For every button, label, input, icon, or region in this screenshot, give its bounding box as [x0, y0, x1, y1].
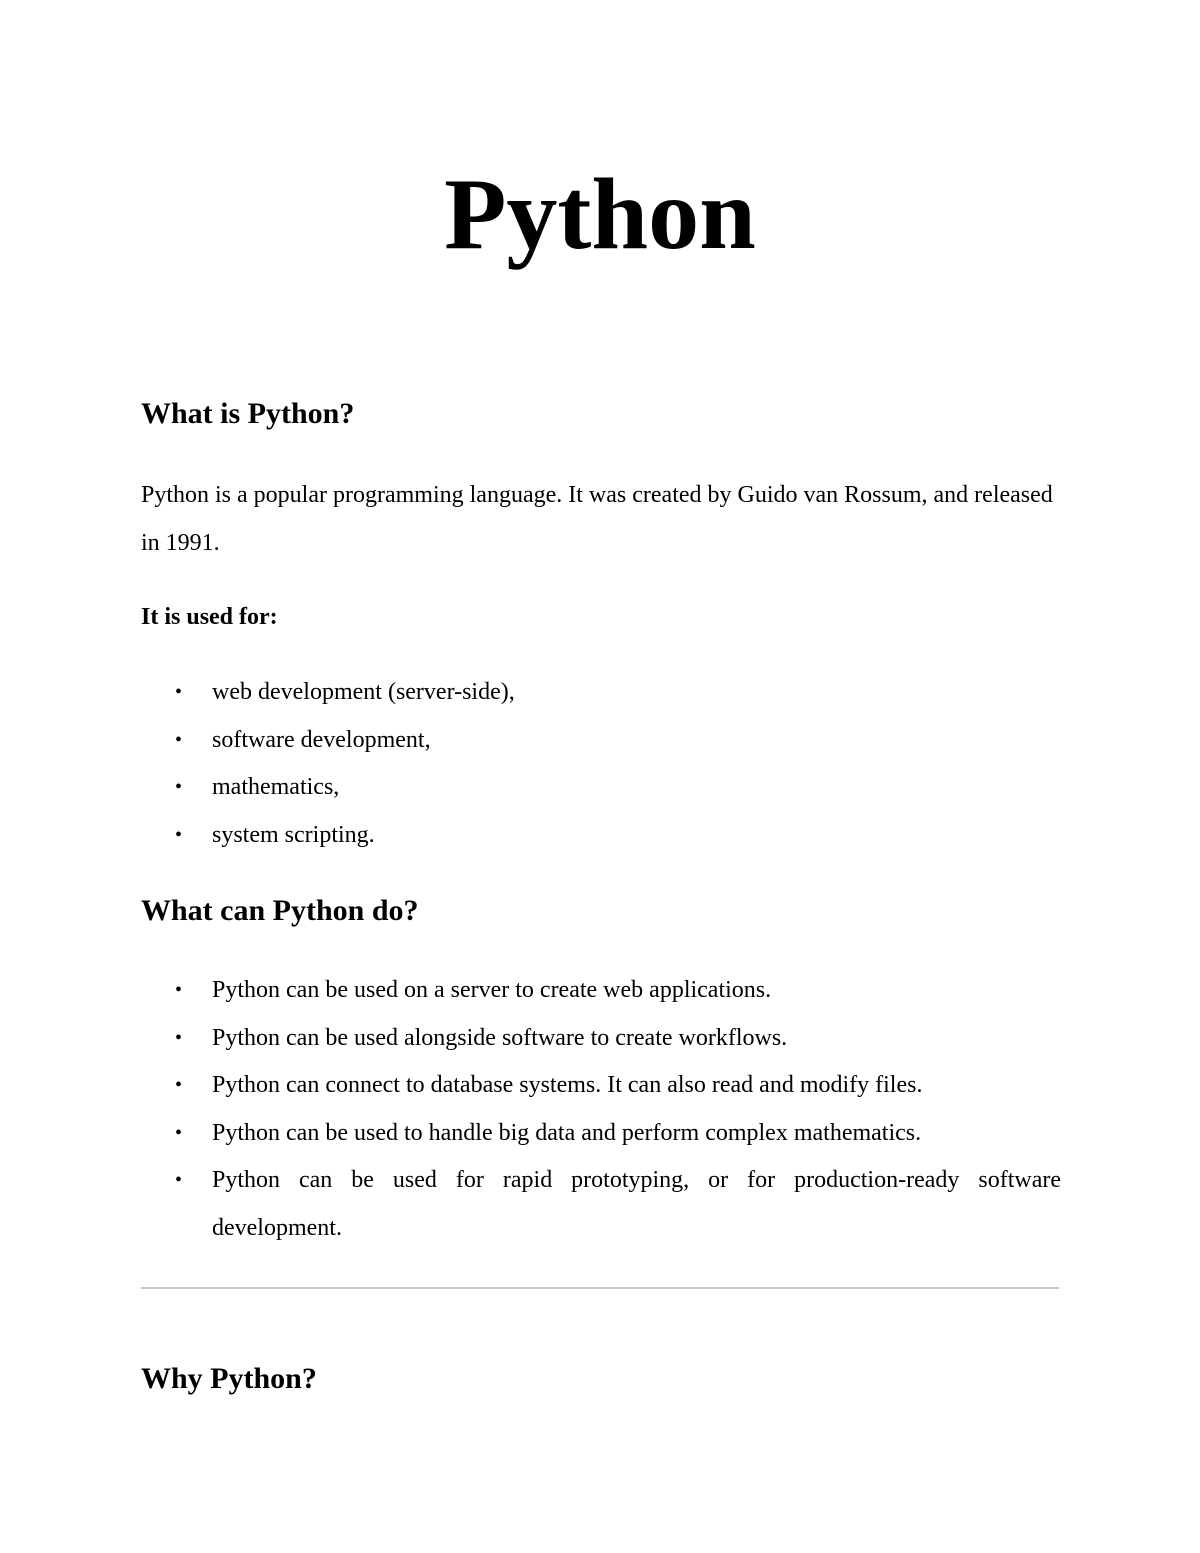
heading-what-can-python-do: What can Python do? [141, 894, 419, 927]
bullet-icon: • [175, 1169, 183, 1191]
can-do-list [141, 967, 1061, 1252]
list-item: • Python can be used for rapid prototyping, or for production-ready software development. [141, 1157, 1061, 1252]
list-item: • system scripting. [141, 812, 1061, 860]
bullet-icon: • [175, 979, 183, 1001]
bullet-icon: • [175, 1074, 183, 1096]
bullet-icon: • [175, 681, 183, 703]
bullet-icon: • [175, 823, 183, 846]
horizontal-divider [141, 1287, 1059, 1289]
heading-what-is-python: What is Python? [141, 397, 355, 430]
heading-why-python: Why Python? [141, 1362, 317, 1395]
list-item: • Python can be used alongside software to create workflows. [141, 1015, 1061, 1063]
list-item: • mathematics, [141, 764, 1061, 812]
intro-paragraph: Python is a popular programming language. It was created by Guido van Rossum, and released in 1991. [141, 482, 1053, 556]
list-item: • Python can be used to handle big data and perform complex mathematics. [141, 1110, 1061, 1158]
list-item: • Python can be used on a server to create web applications. [141, 967, 1061, 1015]
list-item: • web development (server-side), [141, 669, 1061, 717]
bullet-icon: • [175, 776, 183, 798]
list-item: • software development, [141, 717, 1061, 765]
list-item: • Python can connect to database systems. It can also read and modify files. [141, 1062, 1061, 1110]
used-for-list [141, 669, 1061, 859]
bullet-icon: • [175, 728, 183, 751]
used-for-label: It is used for: [141, 604, 278, 630]
document-title: Python [444, 158, 756, 271]
bullet-icon: • [175, 1026, 183, 1049]
bullet-icon: • [175, 1121, 183, 1144]
